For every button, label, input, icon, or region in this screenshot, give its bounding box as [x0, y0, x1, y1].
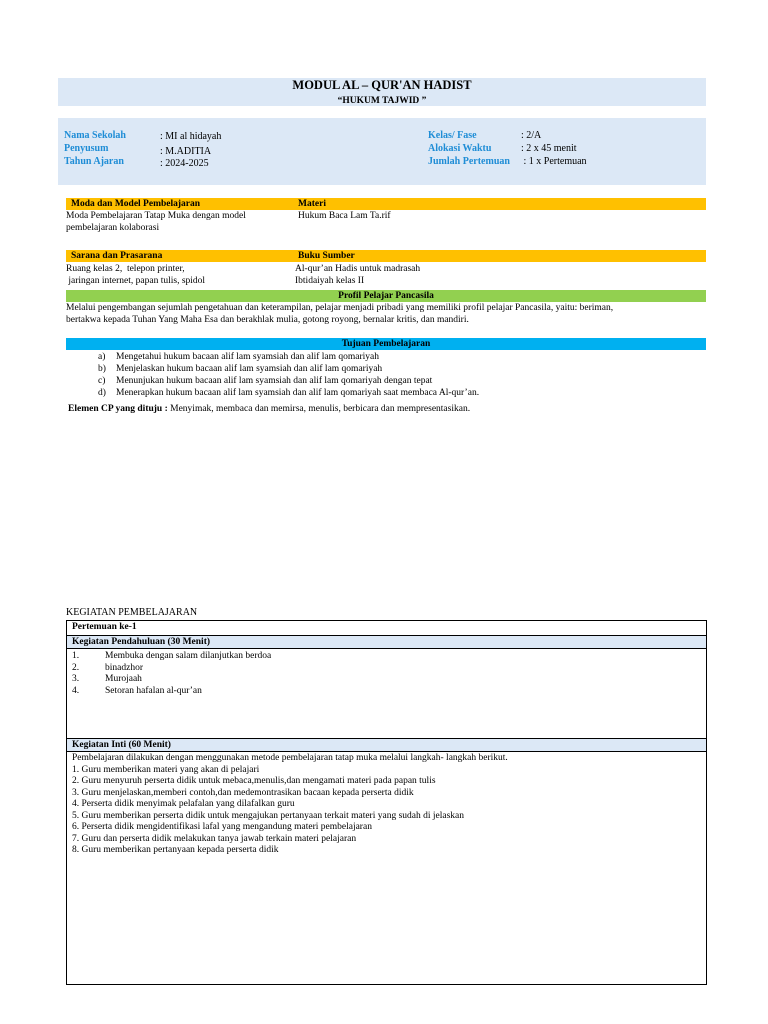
tujuan-text: Mengetahui hukum bacaan alif lam syamsiah dan alif lam qomariyah — [116, 352, 380, 362]
school-year-value: : 2024-2025 — [160, 158, 209, 169]
inti-line: 5. Guru memberikan perserta didik untuk mengajukan pertanyaan terkait materi yang sudah di jelaskan — [72, 810, 465, 821]
moda-line: pembelajaran kolaborasi — [66, 222, 160, 233]
materi-header: Materi — [298, 199, 326, 209]
pendahuluan-text: Setoran hafalan al-qur’an — [105, 685, 202, 696]
pendahuluan-list — [72, 651, 271, 697]
moda-line: Moda Pembelajaran Tatap Muka dengan model — [66, 211, 246, 221]
tujuan-text: Menjelaskan hukum bacaan alif lam syamsiah dan alif lam qomariyah — [116, 364, 383, 374]
time-allocation-label: Alokasi Waktu — [428, 143, 492, 154]
elemen-cp-text: Menyimak, membaca dan memirsa, menulis, berbicara dan mempresentasikan. — [167, 404, 471, 414]
inti-line: 2. Guru menyuruh perserta didik untuk mebaca,menulis,dan mengamati materi pada papan tulis — [72, 776, 436, 786]
inti-line: 1. Guru memberikan materi yang akan di pelajari — [72, 764, 260, 775]
pendahuluan-header: Kegiatan Pendahuluan (30 Menit) — [67, 635, 706, 649]
tujuan-text: Menunjukan hukum bacaan alif lam syamsiah dan alif lam qomariyah dengan tepat — [116, 376, 433, 386]
pendahuluan-item — [72, 663, 271, 675]
pendahuluan-num: 2. — [72, 662, 80, 673]
pendahuluan-text: binadzhor — [105, 662, 143, 673]
profil-line: bertakwa kepada Tuhan Yang Maha Esa dan berakhlak mulia, gotong royong, bernalar kritis, dan mandiri. — [66, 314, 469, 325]
moda-text — [66, 211, 246, 234]
elemen-cp-label: Elemen CP yang dituju : — [68, 404, 168, 414]
kegiatan-table — [66, 620, 707, 985]
profil-line: Melalui pengembangan sejumlah pengetahuan dan keterampilan, pelajar menjadi pribadi yang memiliki profil pelajar Pancasila, yaitu: beriman, — [66, 303, 614, 313]
pendahuluan-num: 1. — [72, 651, 80, 661]
sarana-line: Ruang kelas 2, telepon printer, — [66, 264, 185, 274]
pendahuluan-num: 3. — [72, 674, 80, 684]
author-value: : M.ADITIA — [160, 146, 212, 157]
inti-line: 8. Guru memberikan pertanyaan kepada perserta didik — [72, 845, 279, 855]
inti-line: 3. Guru menjelaskan,memberi contoh,dan medemontrasikan bacaan kepada perserta didik — [72, 787, 414, 798]
school-name-label: Nama Sekolah — [64, 130, 126, 141]
class-phase-value: : 2/A — [521, 130, 542, 141]
tujuan-header: Tujuan Pembelajaran — [341, 339, 431, 349]
tujuan-item — [98, 363, 479, 375]
tujuan-marker: c) — [98, 376, 106, 386]
pendahuluan-item — [72, 674, 271, 686]
profil-header: Profil Pelajar Pancasila — [338, 291, 434, 301]
pendahuluan-item — [72, 651, 271, 663]
buku-header: Buku Sumber — [298, 251, 355, 261]
time-allocation-value: : 2 x 45 menit — [521, 143, 577, 154]
tujuan-list — [98, 351, 479, 399]
buku-line: Ibtidaiyah kelas II — [295, 275, 365, 286]
tujuan-item — [98, 375, 479, 387]
pendahuluan-text: Membuka dengan salam dilanjutkan berdoa — [105, 651, 272, 661]
school-year-label: Tahun Ajaran — [64, 156, 124, 167]
sarana-line: jaringan internet, papan tulis, spidol — [66, 275, 206, 286]
pendahuluan-item — [72, 686, 271, 698]
elemen-cp — [68, 404, 470, 416]
inti-line: 4. Perserta didik menyimak pelafalan yang dilafalkan guru — [72, 799, 295, 809]
profil-text — [66, 303, 706, 326]
pendahuluan-text: Murojaah — [105, 674, 142, 684]
pendahuluan-num: 4. — [72, 685, 80, 696]
tujuan-marker: a) — [98, 352, 106, 362]
materi-text: Hukum Baca Lam Ta.rif — [298, 211, 391, 221]
moda-header: Moda dan Model Pembelajaran — [71, 199, 201, 209]
document-title: MODUL AL – QUR'AN HADIST — [292, 78, 472, 92]
buku-text — [295, 264, 420, 287]
tujuan-marker: b) — [98, 364, 106, 374]
kegiatan-title: KEGIATAN PEMBELAJARAN — [66, 607, 198, 618]
meeting-count-value: : 1 x Pertemuan — [521, 156, 587, 167]
inti-line: Pembelajaran dilakukan dengan menggunakan metode pembelajaran tatap muka melalui langkah- langkah berikut. — [72, 753, 508, 763]
meeting-count-label: Jumlah Pertemuan — [428, 156, 510, 167]
tujuan-item — [98, 351, 479, 363]
tujuan-marker: d) — [98, 388, 106, 398]
inti-header: Kegiatan Inti (60 Menit) — [67, 738, 706, 752]
buku-line: Al-qur’an Hadis untuk madrasah — [295, 264, 421, 274]
inti-line: 7. Guru dan perserta didik melakukan tanya jawab terkain materi pelajaran — [72, 833, 357, 844]
sarana-header: Sarana dan Prasarana — [71, 251, 163, 261]
author-label: Penyusum — [64, 143, 109, 154]
document-subtitle: “HUKUM TAJWID ” — [337, 96, 427, 106]
tujuan-item — [98, 387, 479, 399]
school-name-value: : MI al hidayah — [160, 131, 222, 142]
identity-band — [58, 118, 706, 185]
inti-list — [72, 753, 508, 857]
class-phase-label: Kelas/ Fase — [428, 130, 477, 141]
inti-line: 6. Perserta didik mengidentifikasi lafal yang mengandung materi pembelajaran — [72, 822, 372, 832]
tujuan-text: Menerapkan hukum bacaan alif lam syamsiah dan alif lam qomariyah saat membaca Al-qur’an. — [116, 388, 480, 398]
sarana-text — [66, 264, 205, 287]
pertemuan-label: Pertemuan ke-1 — [72, 622, 137, 632]
